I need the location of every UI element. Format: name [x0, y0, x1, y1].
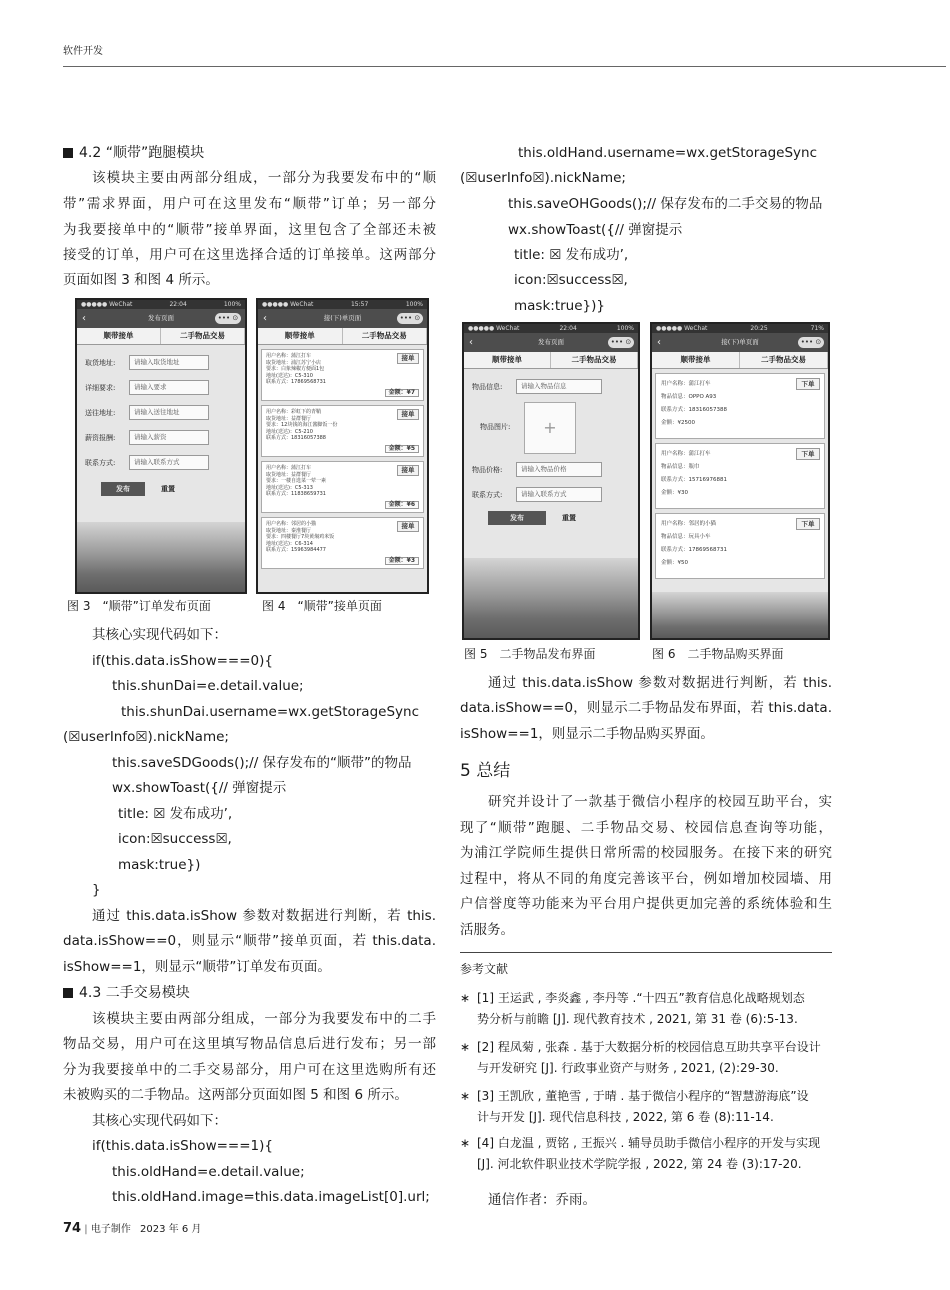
figure-6-caption: 图 6 二手物品购买界面	[652, 647, 784, 661]
body-line: 户信誉度等功能来为平台用户提供更加完善的系统体验和生	[460, 896, 832, 912]
code-line: title: ☒ 发布成功’,	[514, 247, 629, 263]
reference-bullet: ∗	[460, 1040, 471, 1054]
code-line: icon:☒success☒,	[514, 272, 628, 288]
running-header: 软件开发	[63, 46, 103, 57]
code-line: this.shunDai=e.detail.value;	[112, 678, 304, 694]
background-landscape	[464, 558, 638, 638]
nav-title: 接(下)单页面	[323, 314, 362, 322]
body-line: isShow==1，则显示“顺带”订单发布页面。	[63, 959, 331, 975]
capsule-menu-icon[interactable]: ••• ⊙	[215, 313, 241, 324]
capsule-menu-icon[interactable]: ••• ⊙	[608, 337, 634, 348]
goods-card: 用户名称：蒲江打车 物品信息：OPPO A93 联系方式：18316057388 金额：¥2500 下单	[655, 373, 825, 439]
requirement-input[interactable]: 请输入要求	[129, 380, 209, 395]
delivery-address-input[interactable]: 请输入送往地址	[129, 405, 209, 420]
section-5-heading: 5 总结	[460, 761, 511, 781]
reference-bullet: ∗	[460, 1089, 471, 1103]
tab-secondhand[interactable]: 二手物品交易	[740, 352, 828, 368]
tab-shundai[interactable]: 顺带接单	[258, 328, 343, 344]
status-battery: 100%	[223, 301, 241, 308]
contact-input[interactable]: 请输入联系方式	[129, 455, 209, 470]
code-line: this.oldHand=e.detail.value;	[112, 1164, 305, 1180]
publish-button[interactable]: 发布	[488, 511, 546, 525]
code-line: wx.showToast({// 弹窗提示	[508, 222, 683, 238]
status-time: 22:04	[169, 301, 187, 308]
section-4-2-heading: 4.2 “顺带”跑腿模块	[63, 143, 204, 163]
body-line: 为浦江学院师生提供日常所需的校园服务。在接下来的研究	[460, 845, 832, 861]
image-upload-box[interactable]: +	[524, 402, 576, 454]
reference-bullet: ∗	[460, 1136, 471, 1150]
field-label: 物品价格:	[472, 465, 503, 474]
publish-button[interactable]: 发布	[101, 482, 145, 496]
buy-button[interactable]: 下单	[796, 518, 820, 530]
contact-input[interactable]: 请输入联系方式	[516, 487, 602, 502]
code-line: 其核心实现代码如下：	[92, 1113, 227, 1129]
reference-entry: ∗ [4] 白龙温 , 贾铭 , 王振兴 . 辅导员助手微信小程序的开发与实现 [J]. 河北软件职业技术学院学报 , 2022, 第 24 卷 (3):17-20.	[477, 1133, 820, 1175]
order-card: 用户名称：邻居的小猫 取货地址：秦淮餐厅 要求：四楼餐厅7块黄焖鸡米饭 地址(送达)：C6-314 联系方式：15963984477 接单 金额：¥3	[261, 517, 424, 569]
reset-button[interactable]: 重置	[562, 514, 576, 522]
code-line: }	[92, 882, 101, 898]
buy-button[interactable]: 下单	[796, 378, 820, 390]
status-battery: 100%	[405, 301, 423, 308]
section-4-3-heading: 4.3 二手交易模块	[63, 983, 190, 1003]
order-card: 用户名称：蒲江打车 取货地址：浦江苏宁小店 要求：白象辣椒方便面1包 地址(送达)：C5-310 联系方式：17869568731 接单 金额：¥7	[261, 349, 424, 401]
figure-4-phone	[256, 298, 429, 594]
body-line: 活服务。	[460, 922, 514, 938]
reference-entry: ∗ [2] 程凤菊 , 张森 . 基于大数据分析的校园信息互助共享平台设计 与开发研究 [J]. 行政事业资产与财务 , 2021, (2):29-30.	[477, 1037, 821, 1079]
amount-label: 金额：¥6	[385, 501, 419, 510]
field-label: 联系方式:	[472, 490, 503, 499]
status-carrier: ●●●●● WeChat	[262, 301, 314, 308]
body-line: 接受的订单，用户可在这里选择合适的订单接单。这两部分	[63, 247, 436, 263]
item-info-input[interactable]: 请输入物品信息	[516, 379, 602, 394]
code-line: icon:☒success☒,	[118, 831, 232, 847]
item-price-input[interactable]: 请输入物品价格	[516, 462, 602, 477]
figure-5-phone	[462, 322, 640, 640]
status-battery: 71%	[810, 325, 824, 332]
take-order-button[interactable]: 接单	[397, 353, 419, 364]
references-heading: 参考文献	[460, 962, 509, 976]
code-line: this.saveOHGoods();// 保存发布的二手交易的物品	[508, 196, 823, 212]
take-order-button[interactable]: 接单	[397, 521, 419, 532]
figure-3-phone	[75, 298, 247, 594]
order-card: 用户名称：彩虹下的青鞘 取货地址：益群餐厅 要求：12块钱的海江酱脚饭一份 地址(送达)：C5-210 联系方式：18316057388 接单 金额：¥5	[261, 405, 424, 457]
back-icon[interactable]: ‹	[263, 313, 267, 324]
back-icon[interactable]: ‹	[82, 313, 86, 324]
code-line: 其核心实现代码如下：	[92, 627, 227, 643]
body-line: data.isShow==0，则显示“顺带”接单页面，若 this.data.	[63, 933, 436, 949]
status-carrier: ●●●●● WeChat	[656, 325, 708, 332]
background-landscape	[652, 592, 828, 638]
reset-button[interactable]: 重置	[161, 485, 175, 493]
goods-card: 用户名称：邻居的小猫 物品信息：玩具小车 联系方式：17869568731 金额：¥50 下单	[655, 513, 825, 579]
code-line: mask:true})	[118, 857, 201, 873]
tab-secondhand[interactable]: 二手物品交易	[343, 328, 428, 344]
body-line: 为我要接单中的“顺带”接单界面，这里包含了全部还未被	[63, 222, 436, 238]
reference-bullet: ∗	[460, 991, 471, 1005]
body-line: isShow==1，则显示二手物品购买界面。	[460, 726, 714, 742]
status-time: 15:57	[350, 301, 369, 308]
pickup-address-input[interactable]: 请输入取货地址	[129, 355, 209, 370]
nav-title: 发布页面	[538, 338, 564, 346]
body-line: 通过 this.data.isShow 参数对数据进行判断，若 this.	[92, 908, 436, 924]
buy-button[interactable]: 下单	[796, 448, 820, 460]
issue-date: 2023 年 6 月	[140, 1224, 202, 1235]
body-line: 分为我要接单中的二手交易部分，用户可在这里选购所有还	[63, 1062, 436, 1078]
journal-name: 电子制作	[90, 1224, 131, 1235]
status-carrier: ●●●●● WeChat	[81, 301, 133, 308]
footer-separator: |	[84, 1224, 88, 1235]
code-line: this.shunDai.username=wx.getStorageSync	[121, 704, 419, 720]
status-carrier: ●●●●● WeChat	[468, 325, 520, 332]
amount-label: 金额：¥3	[385, 557, 419, 566]
reference-entry: ∗ [3] 王凯欣 , 董艳雪 , 于晴 . 基于微信小程序的“智慧游海底”设 计与开发 [J]. 现代信息科技 , 2022, 第 6 卷 (8):11-14.	[477, 1086, 809, 1128]
status-time: 22:04	[559, 325, 577, 332]
code-line: if(this.data.isShow===0){	[92, 653, 273, 669]
tab-shundai[interactable]: 顺带接单	[77, 328, 161, 344]
figure-5-caption: 图 5 二手物品发布界面	[464, 647, 596, 661]
tab-secondhand[interactable]: 二手物品交易	[161, 328, 245, 344]
code-line: this.saveSDGoods();// 保存发布的“顺带”的物品	[112, 755, 412, 771]
amount-label: 金额：¥7	[385, 389, 419, 398]
back-icon[interactable]: ‹	[657, 337, 661, 348]
capsule-menu-icon[interactable]: ••• ⊙	[798, 337, 824, 348]
code-line: this.oldHand.image=this.data.imageList[0].url;	[112, 1189, 430, 1205]
body-line: 带”需求界面，用户可在这里发布“顺带”订单；另一部分	[63, 196, 436, 212]
body-line: 未被购买的二手物品。这两部分页面如图 5 和图 6 所示。	[63, 1087, 408, 1103]
body-line: 现了“顺带”跑腿、二手物品交易、校园信息查询等功能，	[460, 820, 832, 836]
header-rule	[63, 66, 946, 67]
nav-title: 接(下)单页面	[721, 338, 759, 346]
page-footer	[63, 1222, 201, 1237]
references-rule	[460, 952, 832, 953]
code-line: if(this.data.isShow===1){	[92, 1138, 273, 1154]
code-line: mask:true})}	[514, 298, 605, 314]
code-line: this.oldHand.username=wx.getStorageSync	[518, 145, 817, 161]
tab-secondhand[interactable]: 二手物品交易	[551, 352, 638, 368]
take-order-button[interactable]: 接单	[397, 409, 419, 420]
field-label: 薪资报酬:	[85, 433, 116, 442]
field-label: 联系方式:	[85, 458, 116, 467]
code-line: wx.showToast({// 弹窗提示	[112, 780, 287, 796]
order-card: 用户名称：蒲江打车 取货地址：益群餐厅 要求：一楼自选菜一荤一素 地址(送达)：C5-313 联系方式：11838659731 接单 金额：¥6	[261, 461, 424, 513]
figure-3-caption: 图 3 “顺带”订单发布页面	[67, 599, 211, 613]
goods-card: 用户名称：蒲江打车 物品信息：瓶巾 联系方式：15716976881 金额：¥30 下单	[655, 443, 825, 509]
status-time: 20:25	[750, 325, 768, 332]
body-line: data.isShow==0，则显示二手物品发布界面，若 this.data.	[460, 700, 832, 716]
code-line: title: ☒ 发布成功’,	[118, 806, 233, 822]
code-line: (☒userInfo☒).nickName;	[460, 170, 626, 186]
body-line: 该模块主要由两部分组成，一部分为我要发布中的二手	[92, 1011, 436, 1027]
capsule-menu-icon[interactable]: ••• ⊙	[397, 313, 423, 324]
field-label: 详细要求:	[85, 383, 116, 392]
nav-title: 发布页面	[148, 314, 174, 322]
status-battery: 100%	[616, 325, 634, 332]
figure-6-phone	[650, 322, 830, 640]
salary-input[interactable]: 请输入薪资	[129, 430, 209, 445]
tab-shundai[interactable]: 顺带接单	[652, 352, 740, 368]
code-line: (☒userInfo☒).nickName;	[63, 729, 229, 745]
amount-label: 金额：¥5	[385, 445, 419, 454]
field-label: 取货地址:	[85, 358, 116, 367]
figure-4-caption: 图 4 “顺带”接单页面	[262, 599, 382, 613]
take-order-button[interactable]: 接单	[397, 465, 419, 476]
back-icon[interactable]: ‹	[469, 337, 473, 348]
field-label: 物品信息:	[472, 382, 503, 391]
body-line: 物品交易，用户可在这里填写物品信息后进行发布；另一部	[63, 1036, 436, 1052]
corresponding-author: 通信作者：乔雨。	[488, 1192, 596, 1208]
body-line: 研究并设计了一款基于微信小程序的校园互助平台，实	[488, 794, 832, 810]
background-landscape	[77, 522, 245, 592]
body-line: 通过 this.data.isShow 参数对数据进行判断，若 this.	[488, 675, 832, 691]
body-line: 该模块主要由两部分组成，一部分为我要发布中的“顺	[92, 170, 436, 186]
body-line: 页面如图 3 和图 4 所示。	[63, 272, 219, 288]
body-line: 过程中，将从不同的角度完善该平台，例如增加校园墙、用	[460, 871, 832, 887]
field-label: 物品图片:	[480, 423, 511, 431]
tab-shundai[interactable]: 顺带接单	[464, 352, 551, 368]
page-number: 74	[63, 1221, 82, 1236]
reference-entry: ∗ [1] 王运武 , 李炎鑫 , 李丹等 .“十四五”教育信息化战略规划态 势分析与前瞻 [J]. 现代教育技术 , 2021, 第 31 卷 (6):5-13.	[477, 988, 805, 1030]
field-label: 送往地址:	[85, 408, 116, 417]
